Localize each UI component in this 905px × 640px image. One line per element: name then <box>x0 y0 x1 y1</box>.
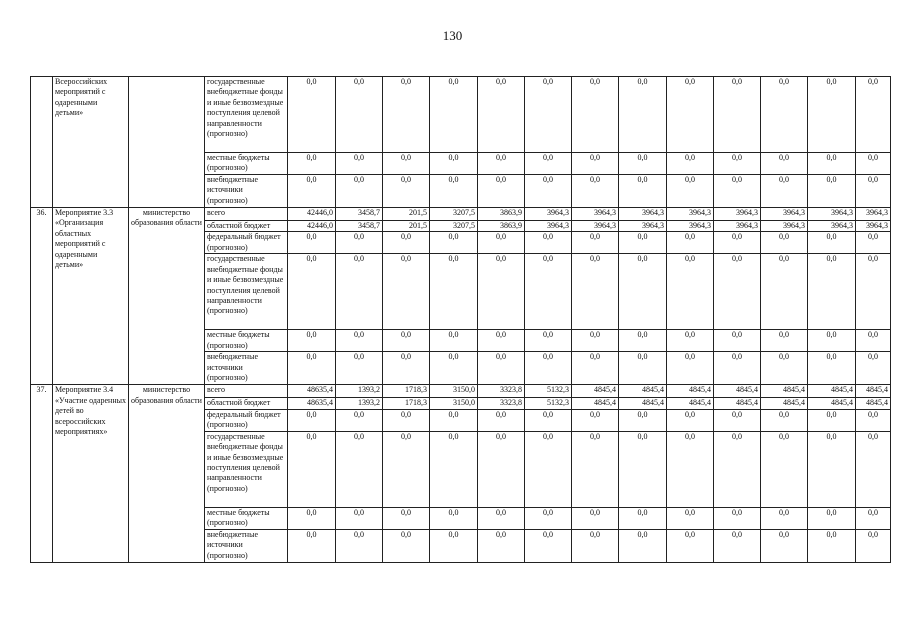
amount-cell: 0,0 <box>336 507 383 529</box>
amount-cell: 4845,4 <box>808 398 856 409</box>
amount-cell: 3863,9 <box>478 221 525 232</box>
amount-cell: 0,0 <box>288 77 336 153</box>
amount-cell: 0,0 <box>288 254 336 330</box>
amount-cell: 3964,3 <box>619 208 667 221</box>
amount-cell: 3964,3 <box>572 221 619 232</box>
amount-cell: 0,0 <box>808 529 856 562</box>
amount-cell: 4845,4 <box>572 385 619 398</box>
amount-cell: 0,0 <box>619 507 667 529</box>
amount-cell: 4845,4 <box>619 385 667 398</box>
amount-cell: 0,0 <box>383 175 430 208</box>
amount-cell: 0,0 <box>667 529 714 562</box>
amount-cell: 0,0 <box>383 254 430 330</box>
amount-cell: 0,0 <box>808 409 856 431</box>
amount-cell: 0,0 <box>478 431 525 507</box>
amount-cell: 0,0 <box>714 507 761 529</box>
amount-cell: 4845,4 <box>761 385 808 398</box>
executor: министерство образования области <box>129 385 205 562</box>
amount-cell: 0,0 <box>714 409 761 431</box>
amount-cell: 0,0 <box>856 529 891 562</box>
amount-cell: 0,0 <box>761 352 808 385</box>
amount-cell: 3964,3 <box>619 221 667 232</box>
amount-cell: 0,0 <box>383 232 430 254</box>
amount-cell: 3964,3 <box>856 208 891 221</box>
amount-cell: 0,0 <box>619 77 667 153</box>
amount-cell: 0,0 <box>478 409 525 431</box>
amount-cell: 0,0 <box>336 153 383 175</box>
amount-cell: 0,0 <box>478 232 525 254</box>
amount-cell: 1718,3 <box>383 385 430 398</box>
funding-source: внебюджетные источники (прогнозно) <box>205 175 288 208</box>
table-row <box>31 77 891 153</box>
funding-source: местные бюджеты (прогнозно) <box>205 153 288 175</box>
amount-cell: 0,0 <box>383 153 430 175</box>
amount-cell: 0,0 <box>808 431 856 507</box>
activity-name: Всероссийских мероприятий с одаренными детьми» <box>53 77 129 208</box>
amount-cell: 4845,4 <box>856 398 891 409</box>
amount-cell: 0,0 <box>856 77 891 153</box>
amount-cell: 3964,3 <box>667 221 714 232</box>
row-number <box>31 77 53 208</box>
amount-cell: 0,0 <box>619 431 667 507</box>
amount-cell: 3964,3 <box>808 221 856 232</box>
funding-source: всего <box>205 208 288 221</box>
amount-cell: 0,0 <box>667 507 714 529</box>
amount-cell: 0,0 <box>714 431 761 507</box>
amount-cell: 0,0 <box>430 507 478 529</box>
amount-cell: 42446,0 <box>288 221 336 232</box>
amount-cell: 0,0 <box>619 529 667 562</box>
funding-source: государственные внебюджетные фонды и иные безвозмездные поступления целевой направленности (прогнозно) <box>205 77 288 153</box>
funding-source: федеральный бюджет (прогнозно) <box>205 409 288 431</box>
amount-cell: 0,0 <box>714 175 761 208</box>
amount-cell: 0,0 <box>619 232 667 254</box>
amount-cell: 0,0 <box>572 153 619 175</box>
amount-cell: 0,0 <box>808 507 856 529</box>
amount-cell: 0,0 <box>667 175 714 208</box>
amount-cell: 4845,4 <box>761 398 808 409</box>
amount-cell: 0,0 <box>714 77 761 153</box>
amount-cell: 0,0 <box>525 232 572 254</box>
amount-cell: 0,0 <box>667 232 714 254</box>
amount-cell: 4845,4 <box>714 385 761 398</box>
amount-cell: 0,0 <box>856 352 891 385</box>
amount-cell: 0,0 <box>619 330 667 352</box>
budget-table <box>30 76 891 563</box>
amount-cell: 4845,4 <box>714 398 761 409</box>
amount-cell: 0,0 <box>383 409 430 431</box>
amount-cell: 0,0 <box>761 431 808 507</box>
funding-source: местные бюджеты (прогнозно) <box>205 507 288 529</box>
amount-cell: 0,0 <box>336 330 383 352</box>
amount-cell: 0,0 <box>714 232 761 254</box>
amount-cell: 4845,4 <box>572 398 619 409</box>
amount-cell: 0,0 <box>383 330 430 352</box>
funding-source: государственные внебюджетные фонды и иные безвозмездные поступления целевой направленности (прогнозно) <box>205 254 288 330</box>
amount-cell: 3150,0 <box>430 398 478 409</box>
amount-cell: 3964,3 <box>856 221 891 232</box>
amount-cell: 0,0 <box>856 507 891 529</box>
page-number: 130 <box>442 28 463 43</box>
amount-cell: 0,0 <box>478 507 525 529</box>
amount-cell: 3964,3 <box>572 208 619 221</box>
amount-cell: 0,0 <box>808 175 856 208</box>
amount-cell: 48635,4 <box>288 398 336 409</box>
amount-cell: 0,0 <box>525 175 572 208</box>
amount-cell: 0,0 <box>525 409 572 431</box>
amount-cell: 0,0 <box>761 409 808 431</box>
amount-cell: 0,0 <box>525 431 572 507</box>
amount-cell: 0,0 <box>856 232 891 254</box>
amount-cell: 0,0 <box>856 431 891 507</box>
amount-cell: 0,0 <box>761 153 808 175</box>
amount-cell: 0,0 <box>667 352 714 385</box>
amount-cell: 0,0 <box>336 431 383 507</box>
executor: министерство образования области <box>129 208 205 385</box>
amount-cell: 0,0 <box>430 431 478 507</box>
amount-cell: 201,5 <box>383 221 430 232</box>
amount-cell: 0,0 <box>430 254 478 330</box>
amount-cell: 0,0 <box>667 330 714 352</box>
amount-cell: 0,0 <box>761 254 808 330</box>
amount-cell: 0,0 <box>761 507 808 529</box>
activity-name: Мероприятие 3.4 «Участие одаренных детей во всероссийских мероприятиях» <box>53 385 129 562</box>
amount-cell: 0,0 <box>336 254 383 330</box>
amount-cell: 0,0 <box>430 330 478 352</box>
amount-cell: 0,0 <box>430 153 478 175</box>
amount-cell: 0,0 <box>288 352 336 385</box>
amount-cell: 0,0 <box>761 232 808 254</box>
amount-cell: 0,0 <box>430 77 478 153</box>
executor <box>129 77 205 208</box>
amount-cell: 0,0 <box>856 153 891 175</box>
amount-cell: 0,0 <box>714 254 761 330</box>
amount-cell: 0,0 <box>383 507 430 529</box>
amount-cell: 0,0 <box>478 77 525 153</box>
amount-cell: 0,0 <box>808 330 856 352</box>
amount-cell: 3207,5 <box>430 208 478 221</box>
amount-cell: 5132,3 <box>525 398 572 409</box>
amount-cell: 3207,5 <box>430 221 478 232</box>
amount-cell: 0,0 <box>572 431 619 507</box>
amount-cell: 3964,3 <box>525 221 572 232</box>
amount-cell: 0,0 <box>288 409 336 431</box>
amount-cell: 0,0 <box>856 175 891 208</box>
funding-source: областной бюджет <box>205 221 288 232</box>
amount-cell: 5132,3 <box>525 385 572 398</box>
amount-cell: 0,0 <box>288 330 336 352</box>
amount-cell: 0,0 <box>856 409 891 431</box>
amount-cell: 0,0 <box>572 529 619 562</box>
amount-cell: 0,0 <box>808 254 856 330</box>
amount-cell: 0,0 <box>667 431 714 507</box>
amount-cell: 0,0 <box>336 352 383 385</box>
amount-cell: 0,0 <box>430 352 478 385</box>
amount-cell: 3323,8 <box>478 385 525 398</box>
amount-cell: 0,0 <box>478 153 525 175</box>
amount-cell: 0,0 <box>572 77 619 153</box>
amount-cell: 4845,4 <box>667 398 714 409</box>
amount-cell: 3458,7 <box>336 208 383 221</box>
amount-cell: 0,0 <box>714 529 761 562</box>
amount-cell: 3964,3 <box>667 208 714 221</box>
amount-cell: 0,0 <box>808 352 856 385</box>
amount-cell: 0,0 <box>383 77 430 153</box>
amount-cell: 1718,3 <box>383 398 430 409</box>
amount-cell: 4845,4 <box>856 385 891 398</box>
amount-cell: 0,0 <box>572 352 619 385</box>
amount-cell: 0,0 <box>478 254 525 330</box>
amount-cell: 4845,4 <box>619 398 667 409</box>
amount-cell: 3458,7 <box>336 221 383 232</box>
amount-cell: 0,0 <box>336 409 383 431</box>
amount-cell: 0,0 <box>336 77 383 153</box>
amount-cell: 0,0 <box>525 77 572 153</box>
amount-cell: 0,0 <box>288 507 336 529</box>
amount-cell: 0,0 <box>761 77 808 153</box>
funding-source: областной бюджет <box>205 398 288 409</box>
amount-cell: 0,0 <box>430 232 478 254</box>
amount-cell: 3964,3 <box>714 221 761 232</box>
amount-cell: 0,0 <box>619 254 667 330</box>
funding-source: внебюджетные источники (прогнозно) <box>205 529 288 562</box>
amount-cell: 0,0 <box>478 529 525 562</box>
amount-cell: 0,0 <box>478 175 525 208</box>
amount-cell: 0,0 <box>336 175 383 208</box>
amount-cell: 0,0 <box>525 352 572 385</box>
amount-cell: 48635,4 <box>288 385 336 398</box>
amount-cell: 0,0 <box>430 409 478 431</box>
amount-cell: 0,0 <box>525 529 572 562</box>
amount-cell: 0,0 <box>667 409 714 431</box>
activity-name: Мероприятие 3.3 «Организация областных мероприятий с одаренными детьми» <box>53 208 129 385</box>
amount-cell: 0,0 <box>761 330 808 352</box>
amount-cell: 0,0 <box>667 153 714 175</box>
amount-cell: 0,0 <box>525 254 572 330</box>
amount-cell: 4845,4 <box>808 385 856 398</box>
amount-cell: 3964,3 <box>714 208 761 221</box>
amount-cell: 1393,2 <box>336 398 383 409</box>
amount-cell: 0,0 <box>572 232 619 254</box>
amount-cell: 0,0 <box>667 77 714 153</box>
amount-cell: 0,0 <box>808 77 856 153</box>
amount-cell: 0,0 <box>572 507 619 529</box>
amount-cell: 0,0 <box>856 330 891 352</box>
funding-source: федеральный бюджет (прогнозно) <box>205 232 288 254</box>
amount-cell: 0,0 <box>619 409 667 431</box>
amount-cell: 0,0 <box>714 153 761 175</box>
amount-cell: 0,0 <box>572 175 619 208</box>
row-number: 36. <box>31 208 53 385</box>
amount-cell: 0,0 <box>383 352 430 385</box>
amount-cell: 3964,3 <box>761 221 808 232</box>
amount-cell: 0,0 <box>572 409 619 431</box>
amount-cell: 0,0 <box>288 175 336 208</box>
amount-cell: 0,0 <box>525 507 572 529</box>
amount-cell: 0,0 <box>288 529 336 562</box>
amount-cell: 0,0 <box>288 232 336 254</box>
amount-cell: 0,0 <box>478 330 525 352</box>
amount-cell: 3863,9 <box>478 208 525 221</box>
funding-source: местные бюджеты (прогнозно) <box>205 330 288 352</box>
amount-cell: 0,0 <box>761 175 808 208</box>
funding-source: внебюджетные источники (прогнозно) <box>205 352 288 385</box>
amount-cell: 0,0 <box>383 431 430 507</box>
amount-cell: 0,0 <box>336 529 383 562</box>
amount-cell: 0,0 <box>856 254 891 330</box>
amount-cell: 0,0 <box>714 330 761 352</box>
table-row <box>31 208 891 221</box>
amount-cell: 0,0 <box>383 529 430 562</box>
amount-cell: 0,0 <box>714 352 761 385</box>
amount-cell: 0,0 <box>761 529 808 562</box>
amount-cell: 0,0 <box>430 175 478 208</box>
amount-cell: 4845,4 <box>667 385 714 398</box>
amount-cell: 0,0 <box>288 431 336 507</box>
amount-cell: 0,0 <box>525 330 572 352</box>
row-number: 37. <box>31 385 53 562</box>
amount-cell: 0,0 <box>288 153 336 175</box>
amount-cell: 201,5 <box>383 208 430 221</box>
amount-cell: 0,0 <box>667 254 714 330</box>
amount-cell: 0,0 <box>478 352 525 385</box>
amount-cell: 42446,0 <box>288 208 336 221</box>
amount-cell: 0,0 <box>525 153 572 175</box>
amount-cell: 0,0 <box>619 352 667 385</box>
amount-cell: 0,0 <box>808 153 856 175</box>
amount-cell: 0,0 <box>430 529 478 562</box>
amount-cell: 3964,3 <box>761 208 808 221</box>
amount-cell: 3964,3 <box>808 208 856 221</box>
amount-cell: 0,0 <box>572 330 619 352</box>
amount-cell: 0,0 <box>619 153 667 175</box>
amount-cell: 0,0 <box>572 254 619 330</box>
amount-cell: 0,0 <box>808 232 856 254</box>
amount-cell: 3150,0 <box>430 385 478 398</box>
amount-cell: 0,0 <box>336 232 383 254</box>
amount-cell: 0,0 <box>619 175 667 208</box>
amount-cell: 1393,2 <box>336 385 383 398</box>
amount-cell: 3964,3 <box>525 208 572 221</box>
amount-cell: 3323,8 <box>478 398 525 409</box>
table-row <box>31 385 891 398</box>
funding-source: всего <box>205 385 288 398</box>
funding-source: государственные внебюджетные фонды и иные безвозмездные поступления целевой направленности (прогнозно) <box>205 431 288 507</box>
